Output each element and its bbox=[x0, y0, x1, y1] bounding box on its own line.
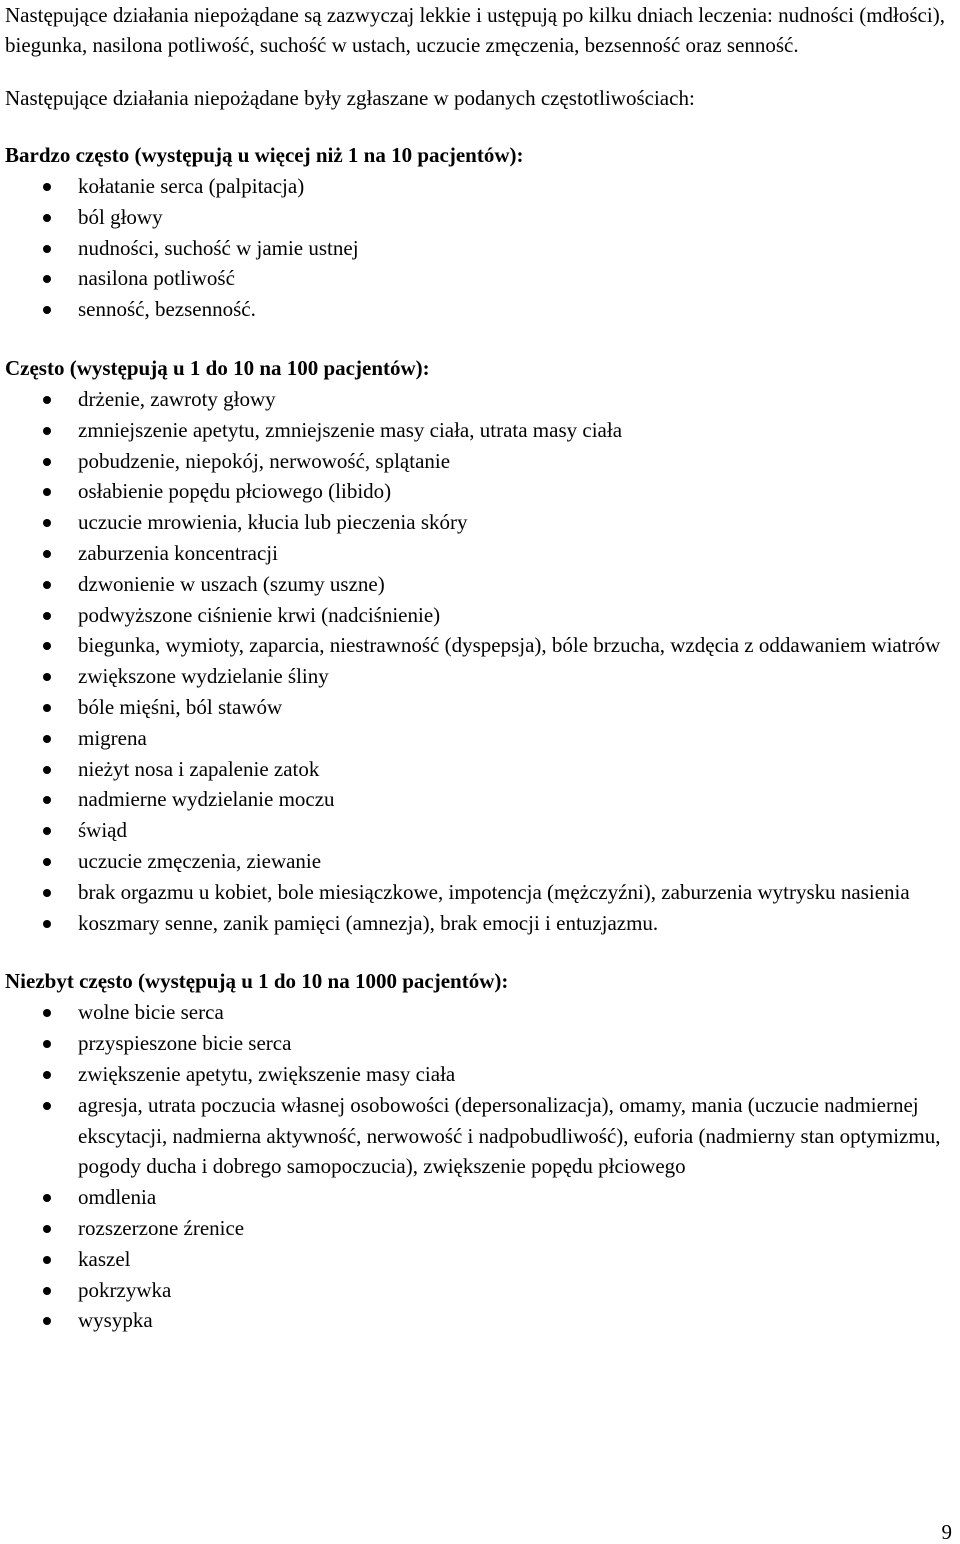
list-item bbox=[5, 784, 955, 815]
list-item-text: świąd bbox=[78, 818, 127, 843]
section-heading-uncommon: Niezbyt często (występują u 1 do 10 na 1000 pacjentów): bbox=[5, 969, 509, 994]
list-common bbox=[5, 384, 955, 938]
list-item bbox=[5, 846, 955, 877]
list-item bbox=[5, 1028, 955, 1059]
list-item bbox=[5, 997, 955, 1028]
page-number: 9 bbox=[941, 1520, 952, 1544]
list-item bbox=[5, 1244, 955, 1275]
list-item-text: nadmierne wydzielanie moczu bbox=[78, 787, 335, 812]
list-very-common bbox=[5, 171, 955, 325]
section-heading-very-common: Bardzo często (występują u więcej niż 1 na 10 pacjentów): bbox=[5, 143, 524, 167]
list-item bbox=[5, 569, 955, 600]
list-item bbox=[5, 507, 955, 538]
list-item-text: dzwonienie w uszach (szumy uszne) bbox=[78, 571, 385, 596]
bullet-icon bbox=[43, 1256, 51, 1264]
list-item-text: uczucie mrowienia, kłucia lub pieczenia skóry bbox=[78, 510, 468, 535]
document-page bbox=[5, 0, 955, 1336]
bullet-icon bbox=[43, 735, 51, 743]
list-item-text: agresja, utrata poczucia własnej osobowości (depersonalizacja), omamy, mania (uczucie nadmiernej ekscytacji, nadmierna aktywność, nerwowość i nadpobudliwość), euforia (nadmierny stan optymizmu, pogody ducha i dobrego samopoczucia), zwiększenie popędu płciowego bbox=[78, 1092, 941, 1179]
bullet-icon bbox=[43, 214, 51, 222]
list-item-text: przyspieszone bicie serca bbox=[78, 1031, 292, 1056]
bullet-icon bbox=[43, 1287, 51, 1295]
list-item bbox=[5, 661, 955, 692]
bullet-icon bbox=[43, 550, 51, 558]
list-item-text: wolne bicie serca bbox=[78, 1000, 224, 1025]
bullet-icon bbox=[43, 642, 51, 650]
list-item-text: drżenie, zawroty głowy bbox=[78, 386, 276, 411]
bullet-icon bbox=[43, 673, 51, 681]
list-item-text: migrena bbox=[78, 725, 147, 750]
list-item-text: osłabienie popędu płciowego (libido) bbox=[78, 479, 392, 504]
frequency-intro: Następujące działania niepożądane były zgłaszane w podanych częstotliwościach: bbox=[5, 86, 695, 110]
list-item bbox=[5, 294, 955, 325]
intro-paragraph: Następujące działania niepożądane są zazwyczaj lekkie i ustępują po kilku dniach leczenia: nudności (mdłości), biegunka, nasilona potliwość, suchość w ustach, uczucie zmęczenia, bezsenność oraz senność. bbox=[5, 3, 945, 57]
list-item bbox=[5, 908, 955, 939]
list-item-text: brak orgazmu u kobiet, bole miesiączkowe, impotencja (mężczyźni), zaburzenia wytrysku nasienia bbox=[78, 879, 910, 904]
list-item bbox=[5, 1059, 955, 1090]
bullet-icon bbox=[43, 1194, 51, 1202]
bullet-icon bbox=[43, 1225, 51, 1233]
section-heading-common: Często (występują u 1 do 10 na 100 pacjentów): bbox=[5, 355, 430, 380]
bullet-icon bbox=[43, 889, 51, 897]
bullet-icon bbox=[43, 245, 51, 253]
bullet-icon bbox=[43, 488, 51, 496]
list-item-text: koszmary senne, zanik pamięci (amnezja), brak emocji i entuzjazmu. bbox=[78, 910, 659, 935]
bullet-icon bbox=[43, 396, 51, 404]
list-item bbox=[5, 1275, 955, 1306]
bullet-icon bbox=[43, 1040, 51, 1048]
list-item bbox=[5, 263, 955, 294]
list-item bbox=[5, 815, 955, 846]
list-item bbox=[5, 754, 955, 785]
bullet-icon bbox=[43, 1009, 51, 1017]
list-item bbox=[5, 538, 955, 569]
bullet-icon bbox=[43, 858, 51, 866]
list-item bbox=[5, 1305, 955, 1336]
list-item bbox=[5, 1090, 955, 1182]
bullet-icon bbox=[43, 1317, 51, 1325]
list-item bbox=[5, 1182, 955, 1213]
bullet-icon bbox=[43, 920, 51, 928]
list-item-text: omdlenia bbox=[78, 1185, 157, 1210]
list-item bbox=[5, 877, 955, 908]
list-item-text: biegunka, wymioty, zaparcia, niestrawność (dyspepsja), bóle brzucha, wzdęcia z oddawaniem wiatrów bbox=[78, 633, 941, 658]
list-item-text: podwyższone ciśnienie krwi (nadciśnienie) bbox=[78, 602, 441, 627]
bullet-icon bbox=[43, 581, 51, 589]
list-item-text: kaszel bbox=[78, 1246, 131, 1271]
list-item bbox=[5, 171, 955, 202]
list-item-text: rozszerzone źrenice bbox=[78, 1215, 245, 1240]
list-item-text: zaburzenia koncentracji bbox=[78, 540, 278, 565]
list-item bbox=[5, 384, 955, 415]
list-item-text: zwiększone wydzielanie śliny bbox=[78, 664, 329, 689]
bullet-icon bbox=[43, 519, 51, 527]
list-item-text: nieżyt nosa i zapalenie zatok bbox=[78, 756, 320, 781]
list-item bbox=[5, 723, 955, 754]
list-item-text: nudności, suchość w jamie ustnej bbox=[78, 235, 359, 260]
bullet-icon bbox=[43, 427, 51, 435]
list-uncommon bbox=[5, 997, 955, 1336]
list-item-text: wysypka bbox=[78, 1308, 153, 1333]
bullet-icon bbox=[43, 1102, 51, 1110]
list-item-text: pobudzenie, niepokój, nerwowość, splątanie bbox=[78, 448, 451, 473]
list-item bbox=[5, 600, 955, 631]
list-item bbox=[5, 233, 955, 264]
list-item bbox=[5, 1213, 955, 1244]
bullet-icon bbox=[43, 704, 51, 712]
bullet-icon bbox=[43, 183, 51, 191]
list-item bbox=[5, 630, 955, 661]
bullet-icon bbox=[43, 796, 51, 804]
list-item bbox=[5, 446, 955, 477]
list-item-text: uczucie zmęczenia, ziewanie bbox=[78, 848, 322, 873]
list-item-text: bóle mięśni, ból stawów bbox=[78, 694, 283, 719]
list-item-text: pokrzywka bbox=[78, 1277, 172, 1302]
bullet-icon bbox=[43, 275, 51, 283]
bullet-icon bbox=[43, 458, 51, 466]
list-item-text: kołatanie serca (palpitacja) bbox=[78, 174, 305, 198]
list-item-text: nasilona potliwość bbox=[78, 266, 235, 291]
bullet-icon bbox=[43, 306, 51, 314]
list-item bbox=[5, 692, 955, 723]
list-item bbox=[5, 202, 955, 233]
bullet-icon bbox=[43, 827, 51, 835]
list-item-text: senność, bezsenność. bbox=[78, 297, 256, 322]
bullet-icon bbox=[43, 766, 51, 774]
bullet-icon bbox=[43, 612, 51, 620]
list-item-text: zwiększenie apetytu, zwiększenie masy ciała bbox=[78, 1061, 456, 1086]
list-item bbox=[5, 476, 955, 507]
bullet-icon bbox=[43, 1071, 51, 1079]
list-item bbox=[5, 415, 955, 446]
list-item-text: zmniejszenie apetytu, zmniejszenie masy ciała, utrata masy ciała bbox=[78, 417, 623, 442]
list-item-text: ból głowy bbox=[78, 204, 163, 229]
